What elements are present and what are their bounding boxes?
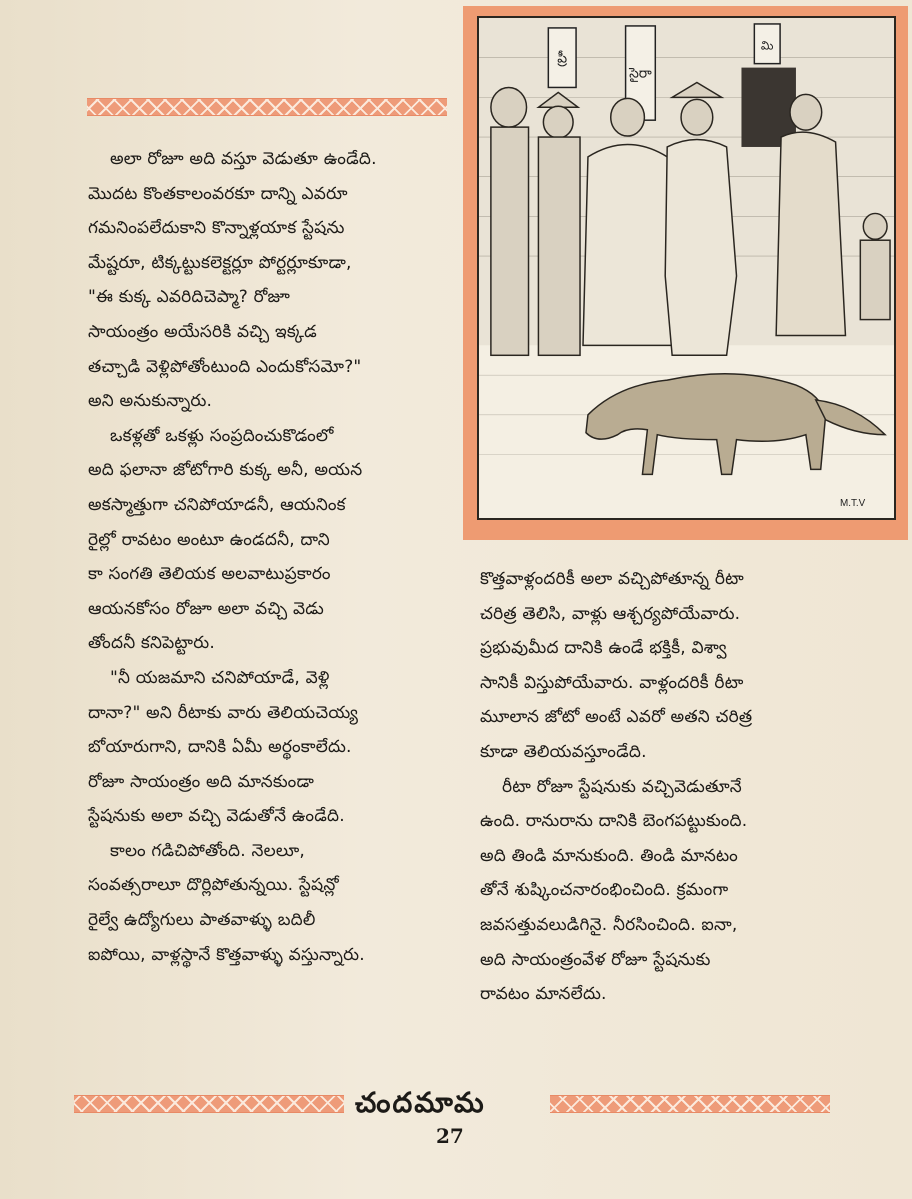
text-line: మేష్టరూ, టిక్కట్టుకలెక్టర్లూ పోర్టర్లూకూడా, [88,252,352,273]
text-line: సంవత్సరాలూ దొర్లిపోతున్నయి. స్టేషన్లో [88,875,339,896]
text-line: కా సంగతి తెలియక అలవాటుప్రకారం [88,564,331,585]
top-ornament-band [87,98,447,116]
illustrator-signature: M.T.V [839,498,866,510]
text-line: ఆయనకోసం రోజూ అలా వచ్చి వెడు [88,598,324,619]
text-line: జవసత్తువలుడిగినై. నీరసించింది. ఐనా, [480,914,738,935]
text-line: తచ్చాడి వెళ్లిపోతోంటుంది ఎందుకోసమో?" [88,356,362,377]
text-line: సానికీ విస్తుపోయేవారు. వాళ్లందరికీ రీటా [480,672,744,693]
footer-ornament-right [550,1095,830,1113]
text-line: సాయంత్రం అయేసరికి వచ్చి ఇక్కడ [88,321,317,342]
text-line: ఒకళ్లతో ఒకళ్లు సంప్రదించుకొడంలో [110,425,334,446]
text-line: ప్రభువుమీద దానికి ఉండే భక్తికీ, విశ్వా [480,638,727,659]
text-line: రీటా రోజూ స్టేషనుకు వచ్చివెడుతూనే [502,776,742,797]
text-line: "నీ యజమాని చనిపోయాడే, వెళ్లి [110,667,330,688]
text-line: రైల్వే ఉద్యోగులు పాతవాళ్ళు బదిలీ [88,910,316,931]
text-line: కూడా తెలియవస్తూండేది. [480,741,647,762]
text-line: గమనింపలేదుకాని కొన్నాళ్లయాక స్టేషను [88,218,345,239]
text-line: రోజూ సాయంత్రం అది మానకుండా [88,771,315,792]
sign-3-text: మి [760,38,774,53]
page-number: 27 [436,1124,464,1148]
text-line: కాలం గడిచిపోతోంది. నెలలూ, [110,840,306,861]
text-line: రైల్లో రావటం అంటూ ఉండదనీ, దాని [88,529,330,550]
text-line: తోందనీ కనిపెట్టారు. [88,633,215,654]
text-line: దానా?" అని రీటాకు వారు తెలియచెయ్య [88,702,359,723]
text-line: అది ఫలానా జోటోగారి కుక్క అనీ, అయన [88,460,363,481]
text-line: అలా రోజూ అది వస్తూ వెడుతూ ఉండేది. [110,149,377,169]
text-line: అది సాయంత్రంవేళ రోజూ స్టేషనుకు [480,949,711,970]
text-line: అని అనుకున్నారు. [88,391,213,412]
left-text-column [88,142,456,972]
sign-2-text: సైరా [629,65,652,82]
text-line: మొదట కొంతకాలంవరకూ దాన్ని ఎవరూ [88,183,348,204]
text-line: ఉంది. రానురాను దానికి బెంగపట్టుకుంది. [480,811,748,832]
text-line: అది తిండి మానుకుంది. తిండి మానటం [480,845,738,866]
sign-1-text: ప్రీ [557,50,568,67]
magazine-title: చందమామ [355,1086,486,1119]
text-line: ఐపోయి, వాళ్లస్థానే కొత్తవాళ్ళు వస్తున్నారు. [88,944,365,965]
illustration-frame [463,6,908,540]
right-text-column [480,562,860,1012]
text-line: "ఈ కుక్క ఎవరిదిచెప్మా? రోజూ [88,287,291,308]
illustration [477,16,896,520]
text-line: తోనే శుష్కించనారంభించింది. క్రమంగా [480,880,729,901]
text-line: స్టేషనుకు అలా వచ్చి వెడుతోనే ఉండేది. [88,806,345,827]
text-line: మూలాన జోటో అంటే ఎవరో అతని చరిత్ర [480,707,753,728]
text-line: అకస్మాత్తుగా చనిపోయాడనీ, ఆయనింక [88,494,346,515]
text-line: చరిత్ర తెలిసి, వాళ్లు ఆశ్చర్యపోయేవారు. [480,603,741,624]
illustration-people-and-dog-icon [479,18,894,518]
footer-ornament-left [74,1095,344,1113]
text-line: బోయారుగాని, దానికి ఏమీ అర్థంకాలేదు. [88,737,352,758]
text-line: రావటం మానలేదు. [480,984,607,1005]
text-line: కొత్తవాళ్లందరికీ అలా వచ్చిపోతూన్న రీటా [480,569,744,589]
